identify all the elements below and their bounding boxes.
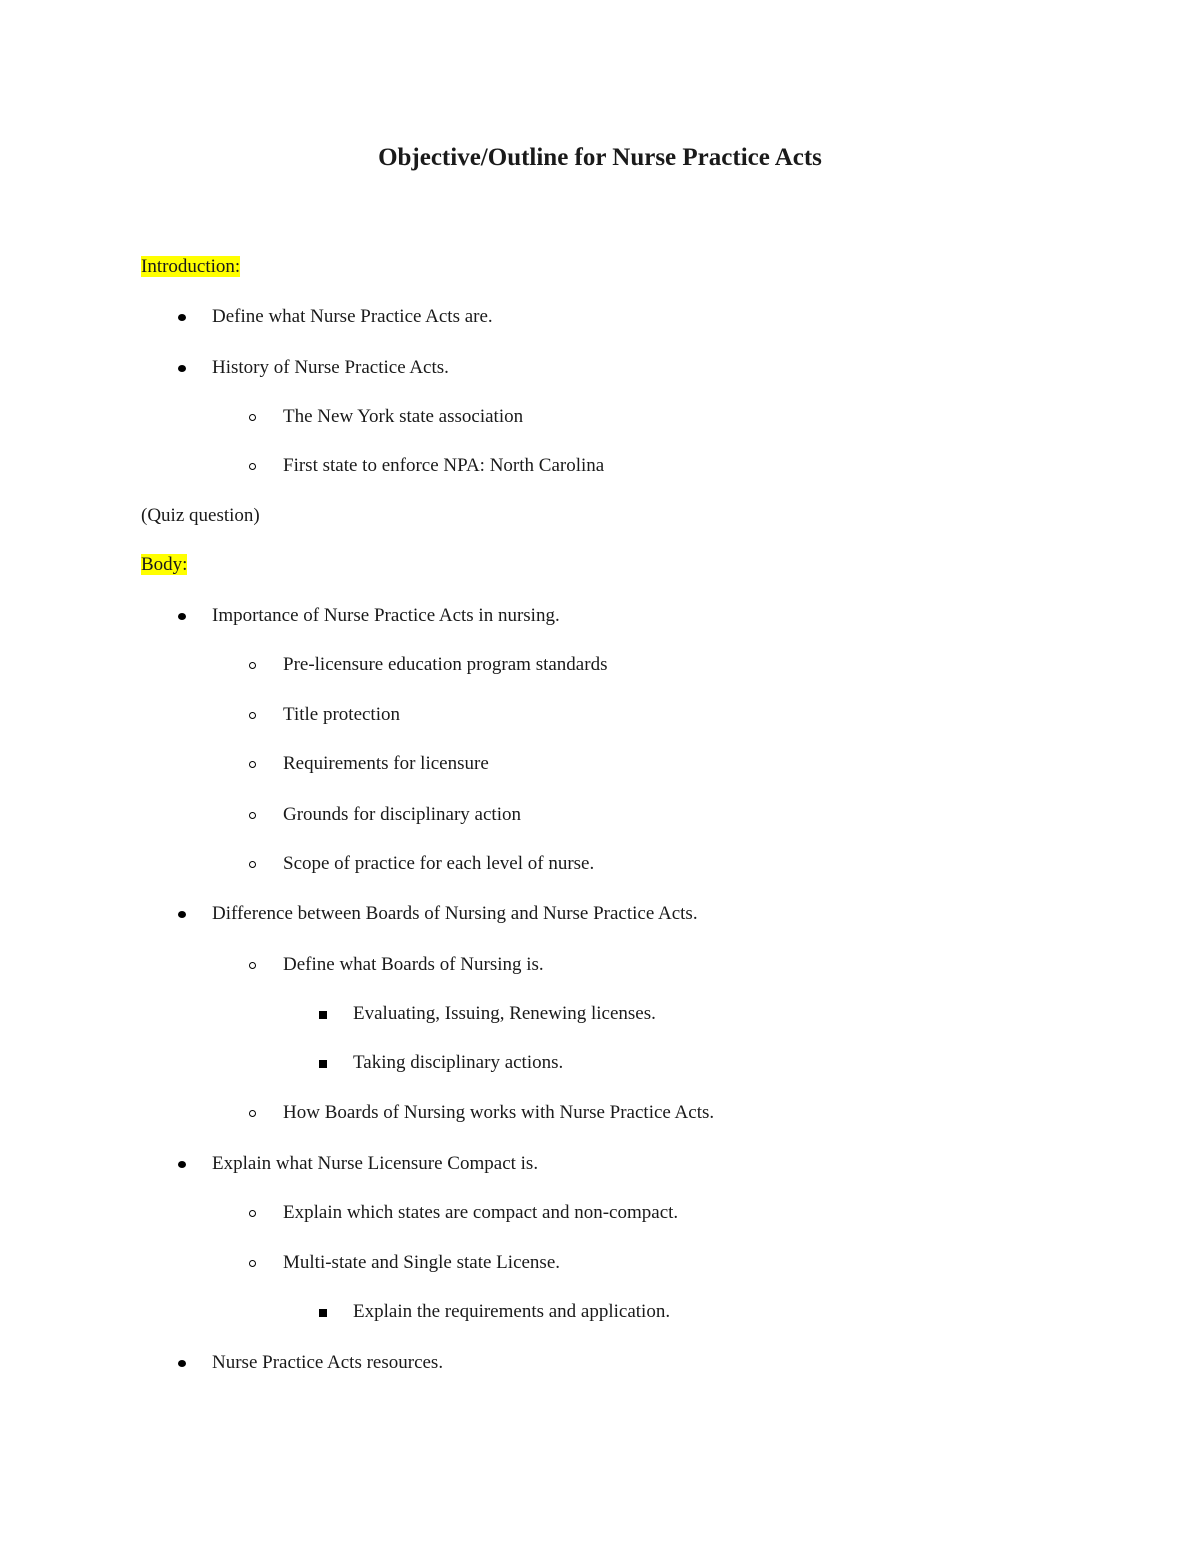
list-item [212,902,698,926]
list-item [353,1002,656,1026]
list-item-text: Title protection [283,704,400,725]
quiz-note: (Quiz question) [141,505,260,526]
list-item [212,604,560,628]
list-item [283,953,544,977]
circle-bullet-icon [249,414,256,421]
list-item-text: Explain the requirements and application. [353,1301,671,1322]
list-item-text: Requirements for licensure [283,753,489,774]
list-item [283,454,604,478]
list-item-text: Multi-state and Single state License. [283,1252,561,1273]
square-bullet-icon [319,1060,327,1068]
disc-bullet-icon [178,314,186,321]
list-item-text: Explain what Nurse Licensure Compact is. [212,1153,539,1174]
list-item [283,852,594,876]
square-bullet-icon [319,1309,327,1317]
list-item-text: History of Nurse Practice Acts. [212,357,449,378]
list-item [283,803,521,827]
list-item-text: Nurse Practice Acts resources. [212,1352,444,1373]
circle-bullet-icon [249,962,256,969]
circle-bullet-icon [249,1260,256,1267]
list-item-text: Define what Nurse Practice Acts are. [212,306,493,327]
introduction-heading-text: Introduction: [141,256,241,277]
list-item-text: Evaluating, Issuing, Renewing licenses. [353,1003,656,1024]
circle-bullet-icon [249,861,256,868]
disc-bullet-icon [178,1360,186,1367]
list-item [283,1251,560,1275]
disc-bullet-icon [178,1161,186,1168]
list-item-text: Explain which states are compact and non-compact. [283,1202,679,1223]
list-item [212,1351,443,1375]
list-item-text: Importance of Nurse Practice Acts in nursing. [212,605,560,626]
circle-bullet-icon [249,712,256,719]
list-item [212,1152,538,1176]
list-item [283,405,523,429]
list-item-text: First state to enforce NPA: North Carolina [283,455,605,476]
circle-bullet-icon [249,463,256,470]
list-item [353,1051,563,1075]
circle-bullet-icon [249,761,256,768]
list-item [283,703,400,727]
circle-bullet-icon [249,1210,256,1217]
disc-bullet-icon [178,613,186,620]
body-heading [141,553,187,577]
list-item-text: Grounds for disciplinary action [283,804,521,825]
introduction-heading [141,255,240,279]
list-item-text: Scope of practice for each level of nurse. [283,853,595,874]
list-item [283,1101,714,1125]
document-title: Objective/Outline for Nurse Practice Acts [378,144,822,171]
list-item [353,1300,670,1324]
list-item-text: The New York state association [283,406,524,427]
circle-bullet-icon [249,812,256,819]
list-item [283,752,489,776]
square-bullet-icon [319,1011,327,1019]
list-item [212,356,449,380]
list-item-text: Taking disciplinary actions. [353,1052,564,1073]
list-item-text: How Boards of Nursing works with Nurse Practice Acts. [283,1102,715,1123]
body-heading-text: Body: [141,554,188,575]
list-item-text: Difference between Boards of Nursing and Nurse Practice Acts. [212,903,698,924]
list-item-text: Define what Boards of Nursing is. [283,954,544,975]
list-item [283,653,607,677]
list-item [212,305,493,329]
list-item-text: Pre-licensure education program standards [283,654,608,675]
list-item [283,1201,678,1225]
circle-bullet-icon [249,662,256,669]
disc-bullet-icon [178,911,186,918]
circle-bullet-icon [249,1110,256,1117]
disc-bullet-icon [178,365,186,372]
